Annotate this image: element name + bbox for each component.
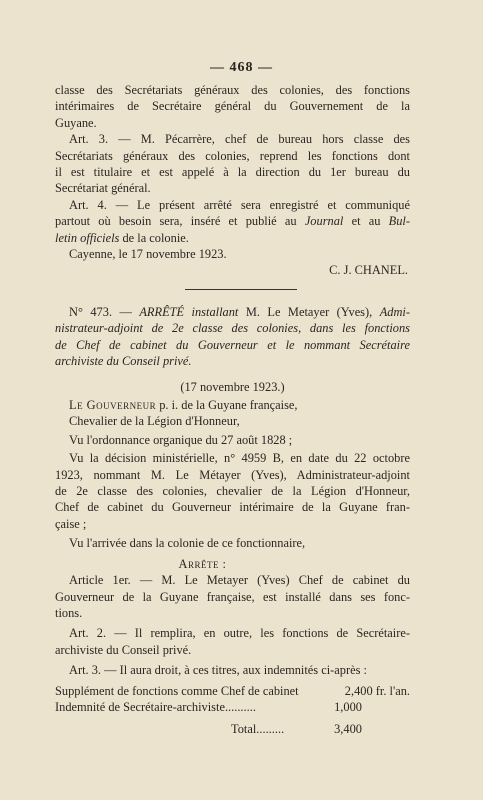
- article-2-line: Art. 2. — Il remplira, en outre, les fonctions de Secrétaire-: [69, 626, 410, 641]
- article-4-line: [55, 230, 410, 246]
- arrete-heading-line: [55, 304, 410, 320]
- vu-decision-line: 1923, nommant M. Le Métayer (Yves), Administrateur-adjoint: [55, 467, 410, 482]
- section-b: [55, 304, 410, 738]
- article-4-line: [55, 213, 410, 229]
- text-line: classe des Secrétariats généraux des colonies, des fonctions: [55, 83, 410, 97]
- page-number: — 468 —: [210, 60, 273, 75]
- vu-decision-line: de 2e classe des colonies, chevalier de la Légion d'Honneur,: [55, 484, 410, 499]
- vu-arrivee: Vu l'arrivée dans la colonie de ce fonctionnaire,: [69, 536, 306, 551]
- arrete-keyword: Arrête :: [178, 556, 227, 571]
- text-line: Guyane.: [55, 115, 97, 130]
- vu-ordonnance: Vu l'ordonnance organique du 27 août 1828 ;: [69, 432, 293, 447]
- indemnity-row: [55, 699, 410, 715]
- signature: C. J. CHANEL.: [329, 263, 408, 278]
- vu-decision-line: Vu la décision ministérielle, n° 4959 B, en date du 22 octobre: [69, 451, 410, 466]
- article-4-end: de la colonie.: [119, 230, 189, 245]
- indemnity-label: Supplément de fonctions comme Chef de cabinet: [55, 683, 299, 698]
- separator-rule: [185, 289, 297, 290]
- governor-label: Le Gouverneur: [69, 398, 157, 413]
- total-row: [55, 721, 410, 737]
- article-1-line: Article 1er. — M. Le Metayer (Yves) Chef de cabinet du: [69, 573, 410, 588]
- bulletin-italic: Bul-: [388, 214, 410, 229]
- indemnity-amount: 2,400 fr. l'an.: [344, 683, 410, 698]
- article-4-mid: et au: [343, 214, 389, 229]
- vu-decision-line: Chef de cabinet du Gouverneur intérimaire de la Guyane fran-: [55, 500, 410, 515]
- article-3-line: Art. 3. — Il aura droit, à ces titres, aux indemnités ci-après :: [69, 663, 367, 678]
- article-2-line: archiviste du Conseil privé.: [55, 642, 192, 657]
- article-4-line: Art. 4. — Le présent arrêté sera enregistré et communiqué: [69, 197, 410, 212]
- article-3-line: Secrétariats généraux des colonies, reprend les fonctions dont: [55, 148, 410, 163]
- governor-rest: p. i. de la Guyane française,: [156, 398, 298, 413]
- arrete-title-line: archiviste du Conseil privé.: [55, 354, 192, 369]
- article-4-text: partout où besoin sera, inséré et publié au: [55, 214, 297, 229]
- bulletin-italic-cont: letin officiels: [55, 230, 120, 245]
- indemnity-amount: 1,000: [334, 699, 362, 714]
- chevalier-line: Chevalier de la Légion d'Honneur,: [69, 414, 240, 429]
- arrete-title-line: nistrateur-adjoint de 2e classe des colonies, dans les fonctions: [55, 321, 410, 336]
- arrete-date: (17 novembre 1923.): [180, 379, 285, 394]
- arrete-title-line: de Chef de cabinet du Gouverneur et le nommant Secrétaire: [55, 337, 410, 352]
- total-label: Total.........: [231, 722, 285, 737]
- vu-decision-line: çaise ;: [55, 516, 87, 531]
- arrete-number: N° 473. —: [69, 305, 132, 319]
- total-amount: 3,400: [334, 722, 362, 737]
- indemnity-row: [55, 683, 410, 699]
- arrete-title-italic: Admi-: [379, 305, 410, 319]
- article-1-line: Gouverneur de la Guyane française, est installé dans ses fonc-: [55, 589, 410, 604]
- arrete-title-plain: M. Le Metayer (Yves),: [238, 305, 373, 319]
- governor-line: [55, 397, 410, 413]
- article-3-line: il est titulaire et est appelé à la direction du 1er bureau du: [55, 165, 410, 180]
- arrete-title-italic: ARRÊTÉ installant: [139, 305, 239, 319]
- indemnity-label: Indemnité de Secrétaire-archiviste..........: [55, 699, 256, 714]
- place-date: Cayenne, le 17 novembre 1923.: [69, 247, 227, 262]
- article-3-line: Secrétariat général.: [55, 181, 151, 196]
- section-a: [55, 82, 410, 279]
- text-line: intérimaires de Secrétaire général du Gouvernement de la: [55, 99, 410, 114]
- article-3-line: Art. 3. — M. Pécarrère, chef de bureau hors classe des: [69, 132, 410, 147]
- journal-italic: Journal: [304, 214, 344, 229]
- article-1-line: tions.: [55, 605, 83, 620]
